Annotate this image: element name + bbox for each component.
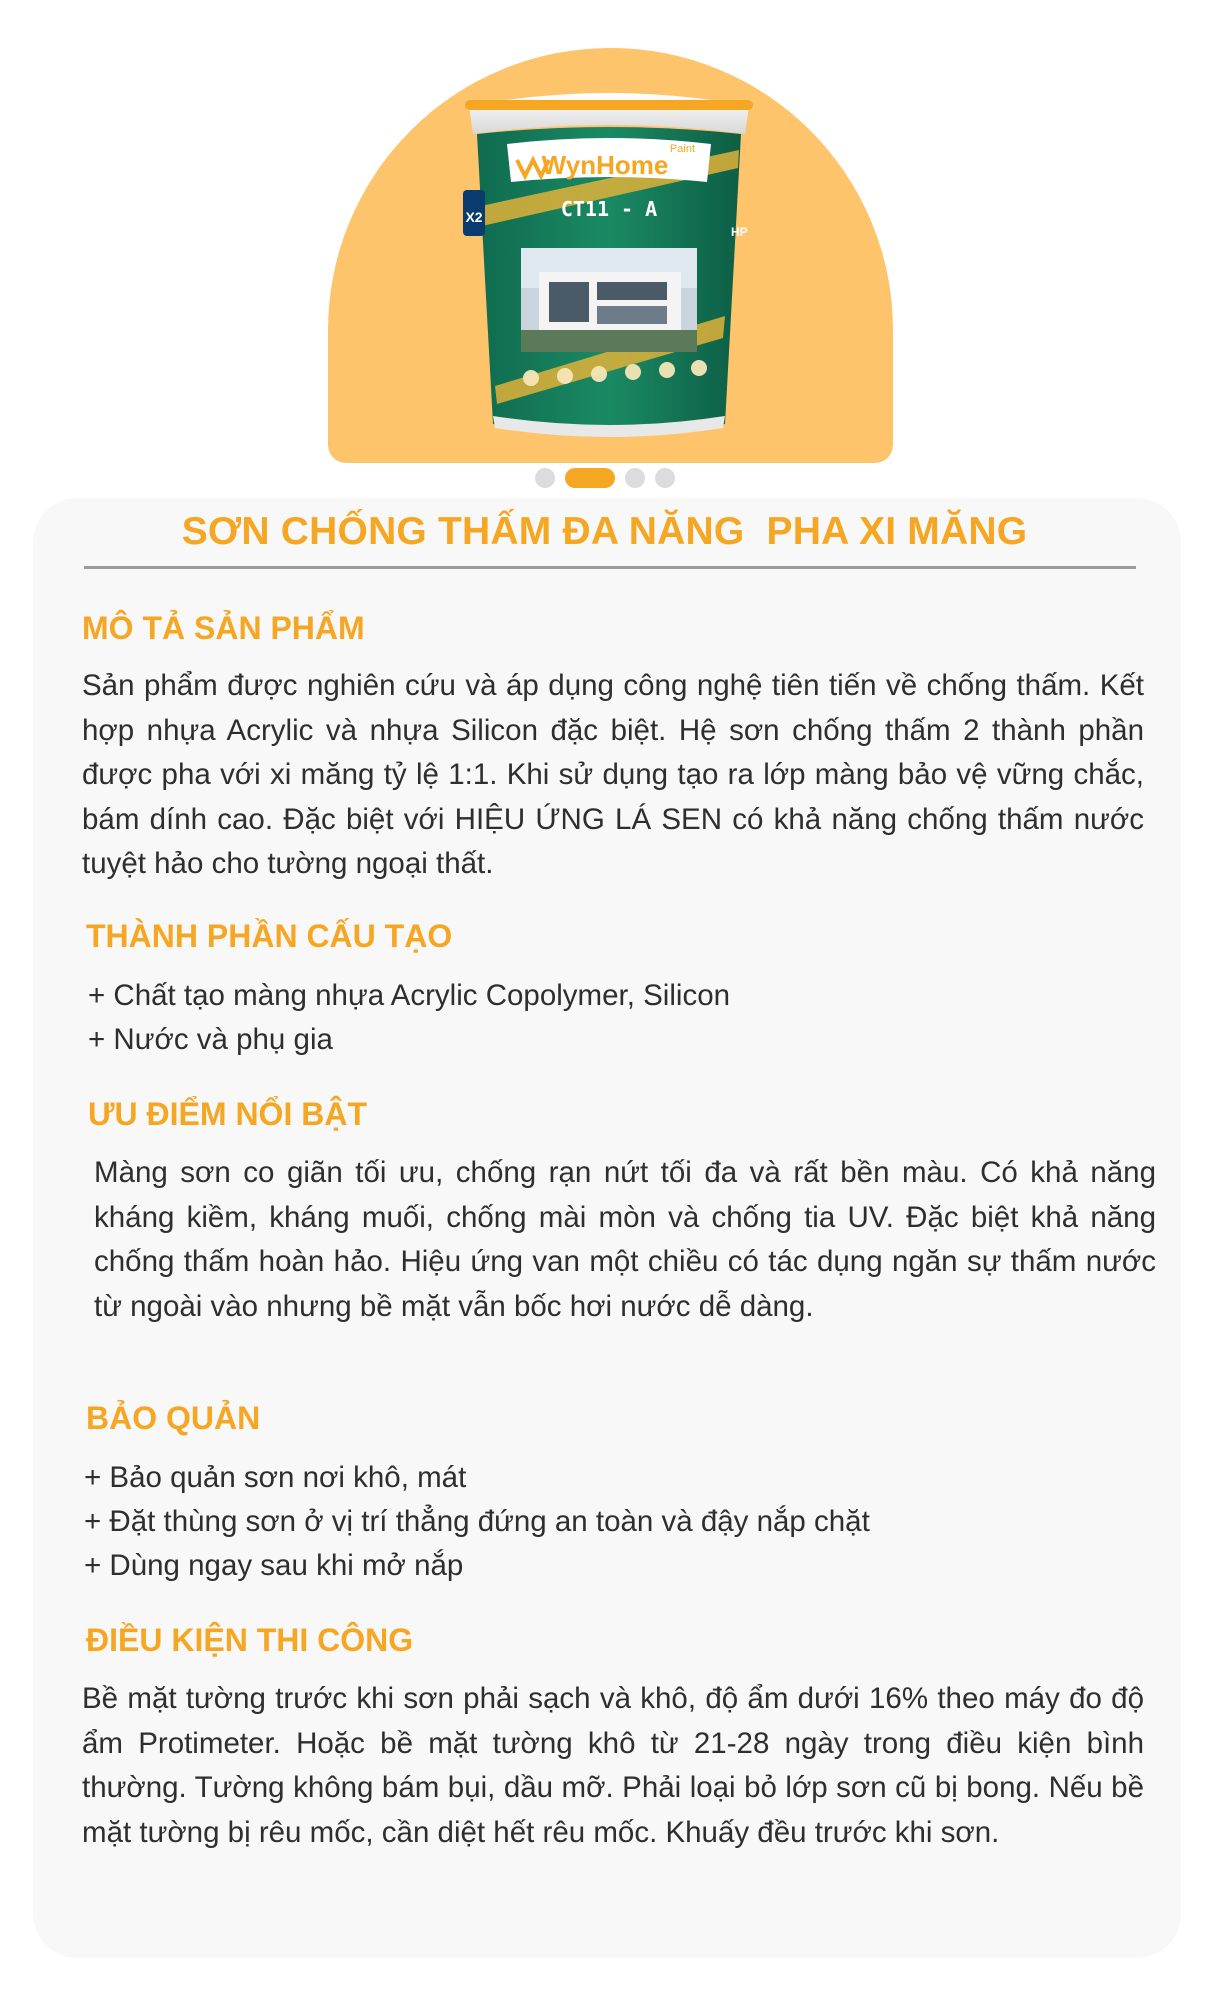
description-heading: MÔ TẢ SẢN PHẨM [82,610,365,646]
title-divider [84,566,1136,569]
storage-heading: BẢO QUẢN [86,1400,261,1436]
bucket-product-code: CT11 - A [560,197,658,221]
conditions-text: Bề mặt tường trước khi sơn phải sạch và khô, độ ẩm dưới 16% theo máy đo độ ẩm Protimeter. Hoặc bề mặt tường khô từ 21-28 ngày trong điều kiện bình thường. Tường không bám bụi, dầu mỡ. Phải loại bỏ lớp sơn cũ bị bong. Nếu bề mặt tường bị rêu mốc, cần diệt hết rêu mốc. Khuấy đều trước khi sơn. [82,1682,1144,1849]
bucket-badge: X2 [465,209,483,225]
composition-heading: THÀNH PHẦN CẤU TẠO [86,918,453,954]
carousel-indicator [0,468,1209,488]
paint-bucket-illustration [455,86,763,446]
list-item: + Bảo quản sơn nơi khô, mát [84,1461,467,1494]
bucket-brand-suffix: Paint [669,143,695,155]
carousel-dot-1[interactable] [535,468,555,488]
product-title: SƠN CHỐNG THẤM ĐA NĂNG PHA XI MĂNG [181,510,1028,553]
list-item: + Dùng ngay sau khi mở nắp [84,1549,464,1582]
description-text: Sản phẩm được nghiên cứu và áp dụng công nghệ tiên tiến về chống thấm. Kết hợp nhựa Acrylic và nhựa Silicon đặc biệt. Hệ sơn chống thấm 2 thành phần được pha với xi măng tỷ lệ 1:1. Khi sử dụng tạo ra lớp màng bảo vệ vững chắc, bám dính cao. Đặc biệt với HIỆU ỨNG LÁ SEN có khả năng chống thấm nước tuyệt hảo cho tường ngoại thất. [82,669,1144,880]
composition-list [88,974,730,1062]
carousel-dot-2-active[interactable] [565,468,615,488]
advantages-heading: ƯU ĐIỂM NỔI BẬT [88,1096,367,1132]
advantages-text: Màng sơn co giãn tối ưu, chống rạn nứt tối đa và rất bền màu. Có khả năng kháng kiềm, kháng muối, chống mài mòn và chống tia UV. Đặc biệt khả năng chống thấm hoàn hảo. Hiệu ứng van một chiều có tác dụng ngăn sự thấm nước từ ngoài vào nhưng bề mặt vẫn bốc hơi nước dễ dàng. [94,1156,1156,1323]
bucket-side-label: HP [731,225,748,239]
carousel-dot-4[interactable] [655,468,675,488]
list-item: + Nước và phụ gia [88,1023,333,1056]
list-item: + Chất tạo màng nhựa Acrylic Copolymer, Silicon [88,979,731,1012]
carousel-dot-3[interactable] [625,468,645,488]
storage-list [84,1456,870,1588]
product-image[interactable] [455,86,763,446]
conditions-heading: ĐIỀU KIỆN THI CÔNG [86,1622,414,1658]
list-item: + Đặt thùng sơn ở vị trí thẳng đứng an toàn và đậy nắp chặt [84,1505,870,1538]
bucket-brand-text: WynHome [541,150,669,180]
